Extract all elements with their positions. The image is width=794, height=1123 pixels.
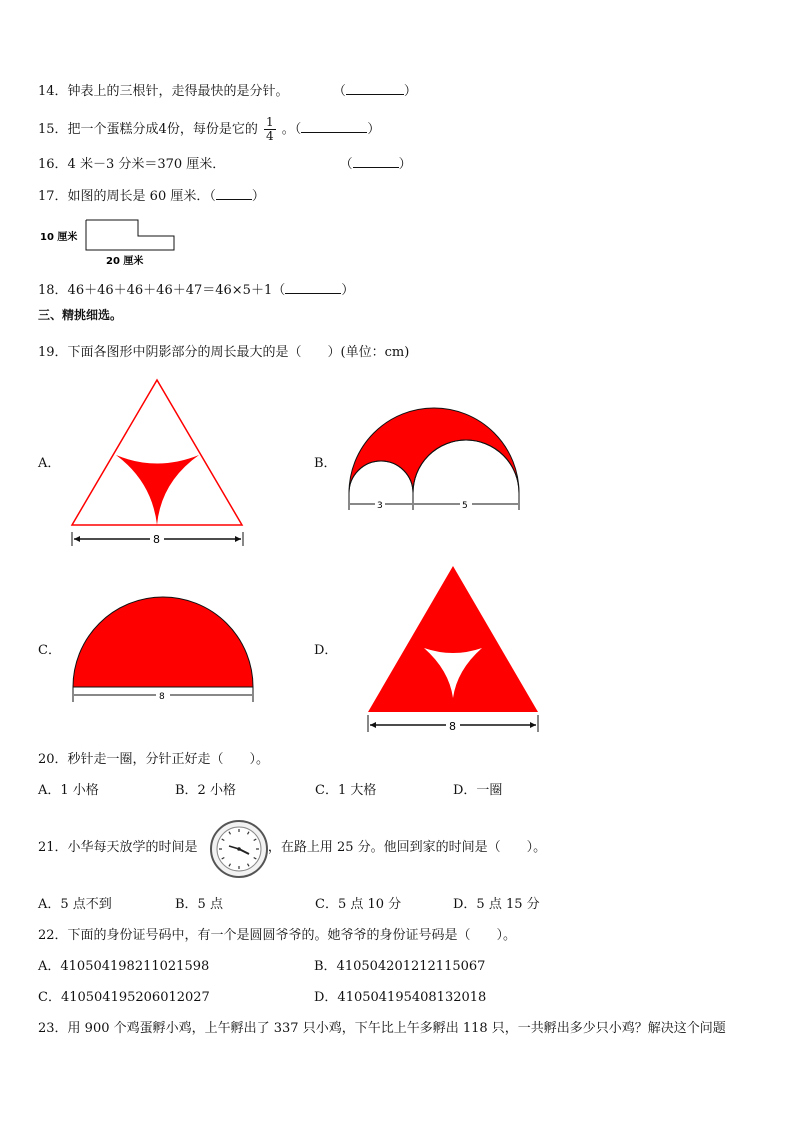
- option-22-a[interactable]: A．410504198211021598: [38, 959, 210, 974]
- option-20-c[interactable]: C．1 大格: [315, 783, 377, 798]
- option-22-c[interactable]: C．410504195206012027: [38, 990, 210, 1005]
- question-15-text: 15．把一个蛋糕分成4份，每份是它的: [38, 122, 258, 137]
- option-19-c[interactable]: C．: [38, 643, 61, 658]
- dimension-label: 8: [449, 720, 456, 733]
- shaded-curved-triangle: [116, 455, 199, 525]
- question-17: 17．如图的周长是 60 厘米．（ ）: [38, 189, 265, 204]
- shaded-semicircle: [73, 597, 253, 687]
- dimension-label: 8: [159, 692, 165, 702]
- figure-b-semicircles: [340, 400, 530, 520]
- question-18: 18．46＋46＋46＋46＋47＝46×5＋1（ ）: [38, 283, 355, 298]
- option-22-b[interactable]: B．410504201212115067: [314, 959, 486, 974]
- question-22-text: 22．下面的身份证号码中，有一个是圆圆爷爷的。她爷爷的身份证号码是（ ）。: [38, 928, 517, 943]
- answer-blank-18[interactable]: [285, 281, 341, 294]
- question-16: 16．4 米－3 分米＝370 厘米． （ ）: [38, 157, 412, 172]
- answer-blank-17[interactable]: [216, 187, 252, 200]
- option-20-d[interactable]: D．一圈: [453, 783, 503, 798]
- question-17-text: 17．如图的周长是 60 厘米．（: [38, 189, 216, 204]
- dimension-label-left: 3: [377, 501, 383, 511]
- figure-c-semicircle: [68, 590, 268, 710]
- option-19-b[interactable]: B．: [314, 456, 337, 471]
- option-19-a[interactable]: A．: [38, 456, 61, 471]
- clock-icon: [209, 819, 269, 879]
- answer-blank-14[interactable]: [346, 82, 404, 95]
- option-21-d[interactable]: D．5 点 15 分: [453, 897, 540, 912]
- question-16-text: 16．4 米－3 分米＝370 厘米．: [38, 157, 226, 172]
- question-20-text: 20．秒针走一圈，分针正好走（ ）。: [38, 752, 270, 767]
- question-21: [38, 839, 546, 857]
- question-14: 14．钟表上的三根针，走得最快的是分针。 （ ）: [38, 84, 417, 99]
- option-21-a[interactable]: A．5 点不到: [38, 897, 112, 912]
- height-label: 10 厘米: [40, 232, 78, 243]
- section-title: 三、精挑细选。: [38, 308, 123, 322]
- question-14-text: 14．钟表上的三根针，走得最快的是分针。: [38, 84, 289, 99]
- answer-blank-16[interactable]: [353, 155, 399, 168]
- option-22-d[interactable]: D．410504195408132018: [314, 990, 487, 1005]
- answer-blank-15[interactable]: [301, 120, 367, 133]
- option-19-d[interactable]: D．: [314, 643, 338, 658]
- question-23-text: 23．用 900 个鸡蛋孵小鸡，上午孵出了 337 只小鸡，下午比上午多孵出 118 只，一共孵出多少只小鸡？解决这个问题: [38, 1021, 726, 1036]
- question-19-text: 19．下面各图形中阴影部分的周长最大的是（ ）(单位：cm): [38, 345, 410, 360]
- option-20-b[interactable]: B．2 小格: [175, 783, 236, 798]
- perimeter-figure: [38, 212, 188, 272]
- stepped-shape: [86, 220, 174, 250]
- option-21-b[interactable]: B．5 点: [175, 897, 223, 912]
- dimension-label: 8: [153, 533, 160, 546]
- option-21-c[interactable]: C．5 点 10 分: [315, 897, 402, 912]
- fraction-one-quarter: $\frac{1}{4}$: [265, 115, 274, 143]
- width-label: 20 厘米: [106, 256, 144, 267]
- question-21-text-after: ，在路上用 25 分。他回到家的时间是（ ）。: [267, 840, 547, 855]
- question-15: 15．把一个蛋糕分成4份，每份是它的 $\frac{1}{4}$ 。（ ）: [38, 115, 381, 143]
- figure-d-triangle: [360, 562, 550, 737]
- figure-a-triangle: [60, 372, 260, 552]
- question-21-text-before: 21．小华每天放学的时间是: [38, 840, 198, 855]
- dimension-label-right: 5: [462, 501, 468, 511]
- option-20-a[interactable]: A．1 小格: [38, 783, 99, 798]
- question-18-text: 18．46＋46＋46＋46＋47＝46×5＋1（: [38, 283, 286, 298]
